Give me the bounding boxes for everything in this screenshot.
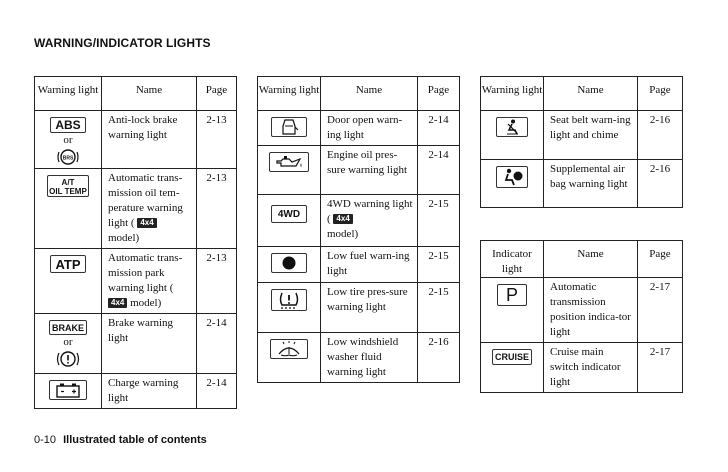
light-cell bbox=[258, 247, 321, 283]
svg-text:BRS: BRS bbox=[62, 155, 74, 162]
page-atp: 2-13 bbox=[197, 249, 237, 314]
page-4wd: 2-15 bbox=[418, 195, 460, 247]
indicator-table bbox=[480, 240, 683, 393]
name-park: Automatic transmission position indica-tor light bbox=[544, 278, 638, 343]
brake-icon: BRAKE bbox=[49, 320, 87, 335]
light-cell bbox=[35, 314, 102, 374]
name-atp: Automatic trans-mission park warning light ( 4x4 model) bbox=[102, 249, 197, 314]
light-cell bbox=[35, 111, 102, 169]
header-warning-light: Warning light bbox=[35, 77, 102, 111]
page-brake: 2-14 bbox=[197, 314, 237, 374]
4wd-icon: 4WD bbox=[271, 205, 307, 223]
header-name: Name bbox=[321, 77, 418, 111]
brs-icon bbox=[55, 148, 81, 166]
or-label: or bbox=[63, 134, 73, 146]
page-at-oil-temp: 2-13 bbox=[197, 169, 237, 249]
light-cell bbox=[481, 278, 544, 343]
name-4wd: 4WD warning light ( 4x4 model) bbox=[321, 195, 418, 247]
page-oil: 2-14 bbox=[418, 146, 460, 195]
4x4-chip: 4x4 bbox=[108, 298, 127, 308]
name-tire: Low tire pres-sure warning light bbox=[321, 283, 418, 333]
page-abs: 2-13 bbox=[197, 111, 237, 169]
header-page: Page bbox=[418, 77, 460, 111]
page-fuel: 2-15 bbox=[418, 247, 460, 283]
brake-circle-icon bbox=[55, 350, 81, 368]
door-open-icon bbox=[271, 117, 307, 137]
page-seat-belt: 2-16 bbox=[638, 111, 683, 160]
light-cell bbox=[481, 111, 544, 160]
header-page: Page bbox=[638, 77, 683, 111]
name-oil: Engine oil pres-sure warning light bbox=[321, 146, 418, 195]
cruise-icon: CRUISE bbox=[492, 349, 532, 365]
4x4-chip: 4x4 bbox=[333, 214, 352, 224]
light-cell bbox=[258, 146, 321, 195]
page-airbag: 2-16 bbox=[638, 160, 683, 208]
light-cell bbox=[35, 374, 102, 409]
light-cell bbox=[481, 160, 544, 208]
airbag-icon bbox=[496, 166, 528, 188]
light-cell bbox=[35, 249, 102, 314]
name-cruise: Cruise main switch indicator light bbox=[544, 343, 638, 393]
page-cruise: 2-17 bbox=[638, 343, 683, 393]
page-footer bbox=[34, 434, 207, 446]
at-oil-temp-icon: A/T OIL TEMP bbox=[47, 175, 89, 197]
name-fuel: Low fuel warn-ing light bbox=[321, 247, 418, 283]
name-at-oil-temp: Automatic trans-mission oil tem-perature warning light ( 4x4 model) bbox=[102, 169, 197, 249]
header-name: Name bbox=[544, 241, 638, 278]
header-warning-light: Warning light bbox=[258, 77, 321, 111]
header-name: Name bbox=[102, 77, 197, 111]
page-park: 2-17 bbox=[638, 278, 683, 343]
header-warning-light: Warning light bbox=[481, 77, 544, 111]
page-washer: 2-16 bbox=[418, 333, 460, 383]
footer-page-number: 0-10 bbox=[34, 434, 57, 446]
light-cell bbox=[258, 333, 321, 383]
name-airbag: Supplemental air bag warning light bbox=[544, 160, 638, 208]
header-indicator-light: Indicator light bbox=[481, 241, 544, 278]
page-door: 2-14 bbox=[418, 111, 460, 146]
name-abs: Anti-lock brake warning light bbox=[102, 111, 197, 169]
name-door: Door open warn-ing light bbox=[321, 111, 418, 146]
battery-icon bbox=[49, 380, 87, 400]
or-label: or bbox=[63, 336, 73, 348]
name-washer: Low windshield washer fluid warning light bbox=[321, 333, 418, 383]
abs-icon: ABS bbox=[50, 117, 86, 133]
warning-table-3 bbox=[480, 76, 683, 208]
oil-can-icon bbox=[269, 152, 309, 172]
footer-title: Illustrated table of contents bbox=[63, 434, 207, 446]
page-tire: 2-15 bbox=[418, 283, 460, 333]
seat-belt-icon bbox=[496, 117, 528, 137]
warning-table-2 bbox=[257, 76, 460, 383]
header-name: Name bbox=[544, 77, 638, 111]
4x4-chip: 4x4 bbox=[137, 218, 156, 228]
light-cell bbox=[481, 343, 544, 393]
name-seat-belt: Seat belt warn-ing light and chime bbox=[544, 111, 638, 160]
page-charge: 2-14 bbox=[197, 374, 237, 409]
header-page: Page bbox=[197, 77, 237, 111]
park-p-icon: P bbox=[497, 284, 527, 306]
light-cell bbox=[258, 283, 321, 333]
washer-fluid-icon bbox=[270, 339, 308, 359]
atp-icon: ATP bbox=[50, 255, 86, 273]
name-brake: Brake warning light bbox=[102, 314, 197, 374]
light-cell bbox=[258, 111, 321, 146]
page-heading: WARNING/INDICATOR LIGHTS bbox=[34, 36, 211, 50]
name-charge: Charge warning light bbox=[102, 374, 197, 409]
light-cell bbox=[35, 169, 102, 249]
tire-pressure-icon bbox=[271, 289, 307, 311]
warning-table-1 bbox=[34, 76, 237, 409]
header-page: Page bbox=[638, 241, 683, 278]
light-cell bbox=[258, 195, 321, 247]
fuel-dot-icon bbox=[271, 253, 307, 273]
